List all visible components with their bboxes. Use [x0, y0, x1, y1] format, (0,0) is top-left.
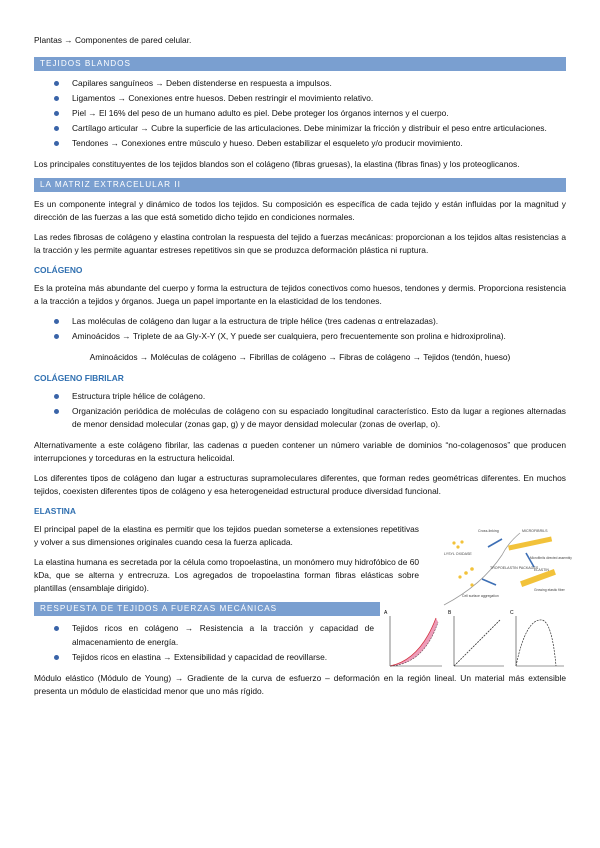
subhead-colageno: COLÁGENO	[34, 265, 83, 276]
stress-strain-figure	[384, 608, 566, 674]
panel-b-label: B	[448, 610, 452, 617]
list-item: Tejidos ricos en elastina → Extensibilidad y capacidad de reovillarse.	[34, 651, 374, 664]
list-item: Organización periódica de moléculas de colágeno con su espaciado longitudinal característico. Esto da lugar a regiones alternadas de menor densidad molecular (zonas gap, g) y de mayor densidad molecular (zonas de overlap, o).	[34, 405, 566, 431]
subhead-colageno-fibrilar: COLÁGENO FIBRILAR	[34, 373, 124, 384]
fibrilar-paragraph-2: Los diferentes tipos de colágeno dan lugar a estructuras supramoleculares diferentes, que forman redes geométricas diferentes. En muchos tejidos, coexisten diferentes tipos de colágeno y esa heterogeneidad estructural produce diversidad funcional.	[34, 473, 566, 497]
panel-c-label: C	[510, 610, 514, 617]
panel-a-label: A	[384, 610, 388, 617]
list-item: Capilares sanguíneos → Deben distenderse en respuesta a impulsos.	[34, 77, 566, 90]
list-item: Cartílago articular → Cubre la superficie de las articulaciones. Debe minimizar la fricción y distribuir el peso entre articulaciones.	[34, 122, 566, 135]
list-item: Estructura triple hélice de colágeno.	[34, 390, 566, 403]
figure-label: Microfibrils directed assembly	[530, 556, 572, 561]
list-item: Aminoácidos → Triplete de aa Gly-X-Y (X, Y puede ser cualquiera, pero frecuentemente son prolina e hidroxiprolina).	[34, 330, 566, 343]
list-item: Las moléculas de colágeno dan lugar a la estructura de triple hélice (tres cadenas α entrelazadas).	[34, 315, 566, 328]
blandos-summary: Los principales constituyentes de los tejidos blandos son el colágeno (fibras gruesas), la elastina (fibras finas) y los proteoglicanos.	[34, 159, 520, 170]
figure-label: LYSYL OXIDASE	[444, 552, 472, 557]
meca-list	[34, 622, 374, 663]
figure-label: TROPOELASTIN PACKAGES	[490, 566, 539, 571]
elastina-paragraph-2: La elastina humana es secretada por la célula como tropoelastina, un monómero muy hidrofóbico de 60 kDa, que se alterna y entrecruza. Los agregados de tropoelastina forman fibras elásticas sobre plantillas (ensamblaje dirigido).	[34, 557, 420, 594]
figure-label: Cell surface aggregation	[462, 594, 499, 599]
meca-block	[34, 610, 566, 663]
list-item: Ligamentos → Conexiones entre huesos. Deben restringir el movimiento relativo.	[34, 92, 566, 105]
section-matriz-header: LA MATRIZ EXTRACELULAR II	[34, 178, 566, 192]
figure-label: Growing elastic fiber	[534, 588, 565, 593]
list-item: Tejidos ricos en colágeno → Resistencia a la tracción y capacidad de almacenamiento de energía.	[34, 622, 374, 648]
elastin-assembly-figure	[442, 525, 572, 609]
figure-label: MICROFIBRILS	[522, 529, 548, 534]
blandos-list	[34, 77, 566, 150]
intro-line: Plantas → Componentes de pared celular.	[34, 35, 192, 45]
section-respuesta-header: RESPUESTA DE TEJIDOS A FUERZAS MECÁNICAS	[34, 602, 380, 616]
figure-label: ELASTIN	[534, 568, 549, 573]
elastina-paragraph-1: El principal papel de la elastina es permitir que los tejidos puedan someterse a extensiones repetitivas y volver a sus dimensiones originales cuando cesa la fuerza aplicada.	[34, 524, 419, 548]
colageno-paragraph: Es la proteína más abundante del cuerpo y forma la estructura de tejidos conectivos como huesos, tendones y dermis. Proporciona resistencia a la tracción a tejidos y órganos. Juega un papel importante en la elasticidad de los tendones.	[34, 283, 566, 307]
list-item: Tendones → Conexiones entre músculo y hueso. Deben estabilizar el esqueleto y/o producir movimiento.	[34, 137, 566, 150]
figure-label: Cross-linking	[478, 529, 499, 534]
document-page	[34, 34, 572, 705]
fibrilar-paragraph-1: Alternativamente a este colágeno fibrilar, las cadenas α pueden contener un número variable de dominios “no-colagenosos” que producen interrupciones y torceduras en la estructura helicoidal.	[34, 440, 566, 464]
meca-paragraph: Módulo elástico (Módulo de Young) → Gradiente de la curva de esfuerzo – deformación en la región lineal. Un material más extensible presenta un módulo de elasticidad menor que uno más rígido.	[34, 672, 566, 696]
colageno-list	[34, 315, 566, 343]
list-item: Piel → El 16% del peso de un humano adulto es piel. Debe proteger los órganos internos y el cuerpo.	[34, 107, 566, 120]
colageno-hierarchy-chain: Aminoácidos → Moléculas de colágeno → Fibrillas de colágeno → Fibras de colágeno → Tejidos (tendón, hueso)	[89, 352, 511, 363]
matriz-paragraph-1: Es un componente integral y dinámico de todos los tejidos. Su composición es específica de cada tejido y están influidas por la magnitud y dirección de las fuerzas a las que está sometido dicho tejido en condiciones normales.	[34, 199, 566, 223]
fibrilar-list	[34, 390, 566, 431]
subhead-elastina: ELASTINA	[34, 506, 76, 517]
elastina-block	[34, 523, 572, 599]
matriz-paragraph-2: Las redes fibrosas de colágeno y elastina controlan la respuesta del tejido a fuerzas mecánicas: proporcionan a los tejidos altas resistencias a la tracción y les permite aguantar estreses repetitivos sin que se produzca deformación plástica ni ruptura.	[34, 232, 566, 256]
section-tejidos-blandos-header: TEJIDOS BLANDOS	[34, 57, 566, 71]
